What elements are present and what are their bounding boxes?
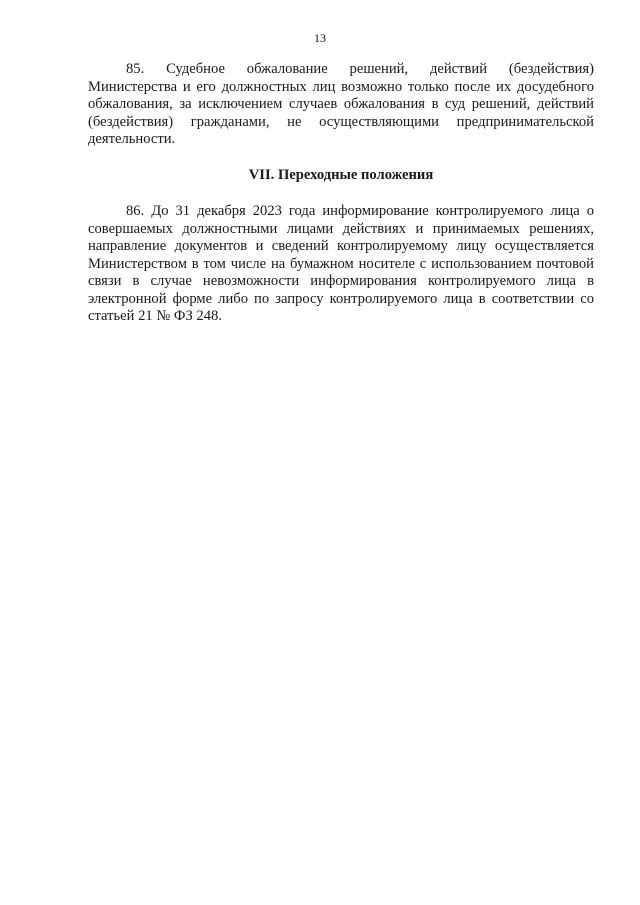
section-title: VII. Переходные положения xyxy=(248,166,434,183)
paragraph-86: 86. До 31 декабря 2023 года информирование контролируемого лица о совершаемых должностными лицами действиях и принимаемых решениях, направление документов и сведений контролируемому лицу осуществляется Министерством в том числе на бумажном носителе с использованием почтовой связи в случае невозможности информирования контролируемого лица в электронной форме либо по запросу контролируемого лица в соответствии со статьей 21 № ФЗ 248. xyxy=(88,203,594,324)
document-body xyxy=(88,61,594,326)
paragraph-85: 85. Судебное обжалование решений, действий (бездействия) Министерства и его должностных лиц возможно только после их досудебного обжалования, за исключением случаев обжалования в суд решений, действий (бездействия) гражданами, не осуществляющими предпринимательской деятельности. xyxy=(88,61,594,147)
page-number: 13 xyxy=(314,31,326,45)
